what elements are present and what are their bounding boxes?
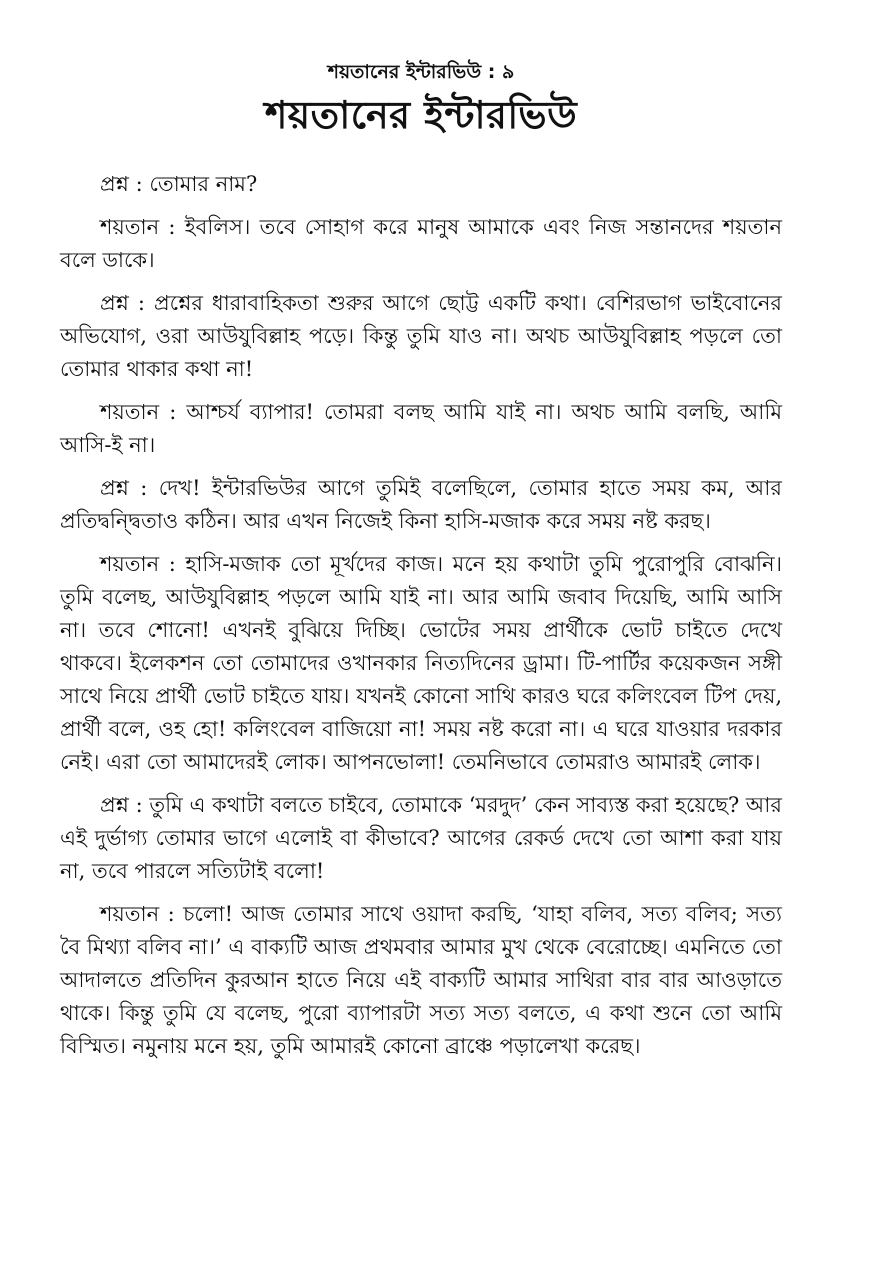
paragraph	[60, 548, 782, 779]
paragraph	[60, 898, 782, 1063]
speaker-label: শয়তান :	[100, 400, 177, 424]
running-head: শয়তানের ইন্টারভিউ : ৯	[327, 61, 515, 83]
paragraph-text: প্রশ্নের ধারাবাহিকতা শুরুর আগে ছোট্ট একটি কথা। বেশিরভাগ ভাইবোনের অভিযোগ, ওরা আউযুবিল্লাহ পড়ে। কিন্তু তুমি যাও না। অথচ আউযুবিল্লাহ পড়লে তো তোমার থাকার কথা না!	[60, 291, 782, 381]
paragraph	[60, 789, 782, 888]
paragraph-text: হাসি-মজাক তো মূর্খদের কাজ। মনে হয় কথাটা তুমি পুরোপুরি বোঝনি। তুমি বলেছ, আউযুবিল্লাহ পড়লে আমি যাই না। আর আমি জবাব দিয়েছি, আমি আসি না। তবে শোনো! এখনই বুঝিয়ে দিচ্ছি। ভোটের সময় প্রার্থীকে ভোট চাইতে দেখে থাকবে। ইলেকশন তো তোমাদের ওখানকার নিত্যদিনের ড্রামা। টি-পার্টির কয়েকজন সঙ্গী সাথে নিয়ে প্রার্থী ভোট চাইতে যায়। যখনই কোনো সাথি কারও ঘরে কলিংবেল টিপ দেয়, প্রার্থী বলে, ওহ হো! কলিংবেল বাজিয়ো না! সময় নষ্ট করো না। এ ঘরে যাওয়ার দরকার নেই। এরা তো আমাদেরই লোক। আপনভোলা! তেমনিভাবে তোমরাও আমারই লোক।	[60, 552, 782, 774]
speaker-label: প্রশ্ন :	[100, 172, 143, 196]
paragraph	[60, 287, 782, 386]
speaker-label: শয়তান :	[100, 902, 175, 926]
speaker-label: প্রশ্ন :	[100, 291, 145, 315]
paragraph-text: দেখ! ইন্টারভিউর আগে তুমিই বলেছিলে, তোমার হাতে সময় কম, আর প্রতিদ্বন্দ্বিতাও কঠিন। আর এখন নিজেই কিনা হাসি-মজাক করে সময় নষ্ট করছ।	[60, 476, 782, 533]
chapter-title: শয়তানের ইন্টারভিউ	[264, 93, 578, 137]
paragraph-text: ইবলিস। তবে সোহাগ করে মানুষ আমাকে এবং নিজ সন্তানদের শয়তান বলে ডাকে।	[60, 215, 782, 272]
speaker-label: প্রশ্ন :	[100, 793, 143, 817]
paragraph	[60, 472, 782, 538]
paragraph-text: তুমি এ কথাটা বলতে চাইবে, তোমাকে ‘মরদুদ’ কেন সাব্যস্ত করা হয়েছে? আর এই দুর্ভাগ্য তোমার ভাগে এলোই বা কীভাবে? আগের রেকর্ড দেখে তো আশা করা যায় না, তবে পারলে সত্যিটাই বলো!	[60, 793, 782, 883]
book-page	[60, 60, 782, 1073]
speaker-label: শয়তান :	[100, 215, 176, 239]
paragraph	[60, 168, 782, 201]
paragraph-text: তোমার নাম?	[149, 172, 258, 196]
paragraph-text: চলো! আজ তোমার সাথে ওয়াদা করছি, ‘যাহা বলিব, সত্য বলিব; সত্য বৈ মিথ্যা বলিব না।’ এ বাক্যটি আজ প্রথমবার আমার মুখ থেকে বেরোচ্ছে। এমনিতে তো আদালতে প্রতিদিন কুরআন হাতে নিয়ে এই বাক্যটি আমার সাথিরা বার বার আওড়াতে থাকে। কিন্তু তুমি যে বলেছ, পুরো ব্যাপারটা সত্য সত্য বলতে, এ কথা শুনে তো আমি বিস্মিত। নমুনায় মনে হয়, তুমি আমারই কোনো ব্রাঞ্চে পড়ালেখা করেছ।	[60, 902, 782, 1058]
paragraph	[60, 396, 782, 462]
speaker-label: শয়তান :	[100, 552, 176, 576]
paragraph-text: আশ্চর্য ব্যাপার! তোমরা বলছ আমি যাই না। অথচ আমি বলছি, আমি আসি-ই না।	[60, 400, 782, 457]
speaker-label: প্রশ্ন :	[100, 476, 148, 500]
paragraph	[60, 211, 782, 277]
